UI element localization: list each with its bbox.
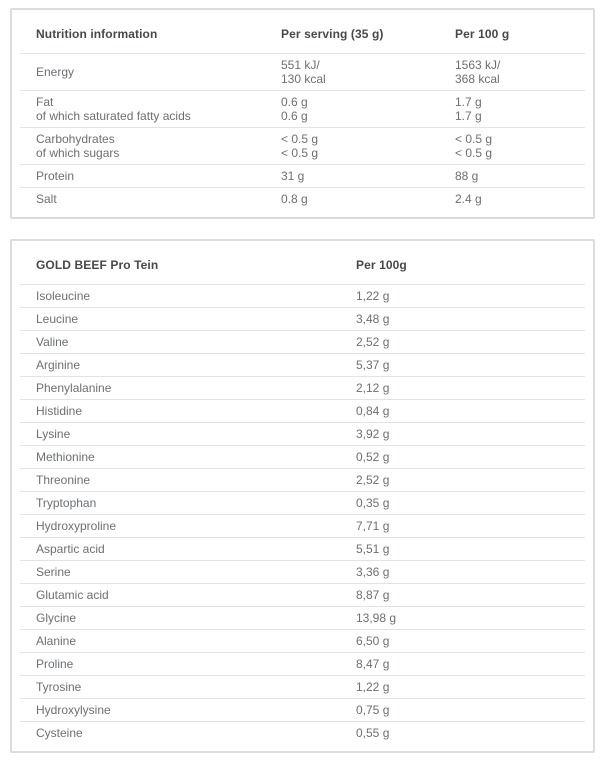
amino-acid-label: Methionine [36,450,95,464]
amino-table-row [20,652,585,675]
per-100g-value-cell [455,132,585,160]
nutrient-label: of which saturated fatty acids [36,109,191,123]
amino-table-row [20,583,585,606]
nutrient-label-cell [36,192,281,206]
per-100g-value-cell [455,192,585,206]
amino-acid-value: 0,75 g [356,703,390,717]
amino-table-row [20,353,585,376]
amino-table-row [20,606,585,629]
column-header-amino-per-100g: Per 100g [356,258,407,272]
amino-acid-value: 0,55 g [356,726,390,740]
per-serving-value-cell [281,95,455,123]
per-serving-value-cell [281,132,455,160]
per-serving-value: 551 kJ/ [281,58,320,72]
amino-acid-value: 2,12 g [356,381,390,395]
per-100g-value: < 0.5 g [455,132,493,146]
nutrient-label-cell [36,95,281,123]
nutrient-label: Salt [36,192,57,206]
amino-table-row [20,698,585,721]
amino-acid-label: Proline [36,657,74,671]
amino-acid-value: 3,36 g [356,565,390,579]
nutrition-table-body [12,53,593,210]
nutrient-label-cell [36,169,281,183]
per-100g-value: 1.7 g [455,95,482,109]
amino-table-row [20,422,585,445]
amino-table-body [12,284,593,744]
amino-acid-label: Aspartic acid [36,542,105,556]
column-header-product-name: GOLD BEEF Pro Tein [36,258,159,272]
nutrition-table-row [20,90,585,127]
amino-acid-label: Tryptophan [36,496,97,510]
amino-table-row [20,491,585,514]
amino-acid-label: Alanine [36,634,77,648]
nutrition-table-row [20,187,585,210]
nutrient-label: Carbohydrates [36,132,115,146]
per-serving-value: < 0.5 g [281,146,319,160]
nutrient-label-cell [36,65,281,79]
amino-acid-label: Phenylalanine [36,381,112,395]
amino-acid-label: Hydroxylysine [36,703,111,717]
amino-acid-value: 13,98 g [356,611,397,625]
amino-acid-value: 5,51 g [356,542,390,556]
amino-table-row [20,514,585,537]
amino-acid-value: 2,52 g [356,473,390,487]
amino-table-header [20,241,585,284]
amino-acid-label: Threonine [36,473,91,487]
per-serving-value-cell [281,169,455,183]
column-header-per-serving: Per serving (35 g) [281,27,384,41]
amino-acid-label: Histidine [36,404,83,418]
column-header-nutrition-information: Nutrition information [36,27,158,41]
amino-acid-value: 8,87 g [356,588,390,602]
amino-acid-label: Glutamic acid [36,588,109,602]
nutrition-info-table [10,8,595,219]
amino-acid-label: Glycine [36,611,77,625]
nutrition-table-row [20,127,585,164]
per-100g-value: 368 kcal [455,72,500,86]
per-100g-value: 2.4 g [455,192,482,206]
nutrient-label: Energy [36,65,75,79]
amino-table-row [20,284,585,307]
amino-table-row [20,721,585,744]
amino-acid-value: 7,71 g [356,519,390,533]
amino-acid-value: 6,50 g [356,634,390,648]
nutrient-label: of which sugars [36,146,120,160]
amino-acid-label: Hydroxyproline [36,519,117,533]
per-serving-value-cell [281,192,455,206]
amino-acid-value: 5,37 g [356,358,390,372]
amino-acid-value: 1,22 g [356,289,390,303]
amino-table-row [20,330,585,353]
amino-acid-label: Arginine [36,358,81,372]
per-serving-value: 0.6 g [281,95,308,109]
amino-table-row [20,445,585,468]
per-serving-value: 31 g [281,169,305,183]
amino-table-row [20,629,585,652]
amino-acid-value: 3,92 g [356,427,390,441]
nutrition-table-header [20,10,585,53]
per-serving-value-cell [281,58,455,86]
amino-acid-label: Leucine [36,312,79,326]
amino-table-row [20,675,585,698]
amino-table-row [20,399,585,422]
per-100g-value-cell [455,169,585,183]
nutrition-table-row [20,53,585,90]
amino-acid-value: 0,52 g [356,450,390,464]
nutrition-table-row [20,164,585,187]
per-100g-value-cell [455,58,585,86]
amino-acid-value: 3,48 g [356,312,390,326]
amino-acid-value: 0,35 g [356,496,390,510]
per-serving-value: 0.6 g [281,109,308,123]
amino-table-row [20,468,585,491]
amino-acid-value: 2,52 g [356,335,390,349]
per-serving-value: 0.8 g [281,192,308,206]
amino-table-row [20,560,585,583]
column-header-per-100g: Per 100 g [455,27,510,41]
per-serving-value: 130 kcal [281,72,326,86]
amino-acid-value: 1,22 g [356,680,390,694]
amino-acid-value: 8,47 g [356,657,390,671]
amino-acid-label: Serine [36,565,71,579]
amino-table-row [20,537,585,560]
amino-acid-table [10,239,595,753]
amino-acid-label: Cysteine [36,726,83,740]
nutrient-label-cell [36,132,281,160]
per-100g-value: < 0.5 g [455,146,493,160]
amino-acid-label: Lysine [36,427,71,441]
per-100g-value: 1563 kJ/ [455,58,501,72]
amino-table-row [20,376,585,399]
per-100g-value: 88 g [455,169,479,183]
nutrient-label: Fat [36,95,54,109]
amino-acid-label: Valine [36,335,69,349]
amino-acid-value: 0,84 g [356,404,390,418]
per-100g-value-cell [455,95,585,123]
amino-acid-label: Isoleucine [36,289,91,303]
amino-table-row [20,307,585,330]
per-100g-value: 1.7 g [455,109,482,123]
nutrient-label: Protein [36,169,75,183]
per-serving-value: < 0.5 g [281,132,319,146]
amino-acid-label: Tyrosine [36,680,82,694]
